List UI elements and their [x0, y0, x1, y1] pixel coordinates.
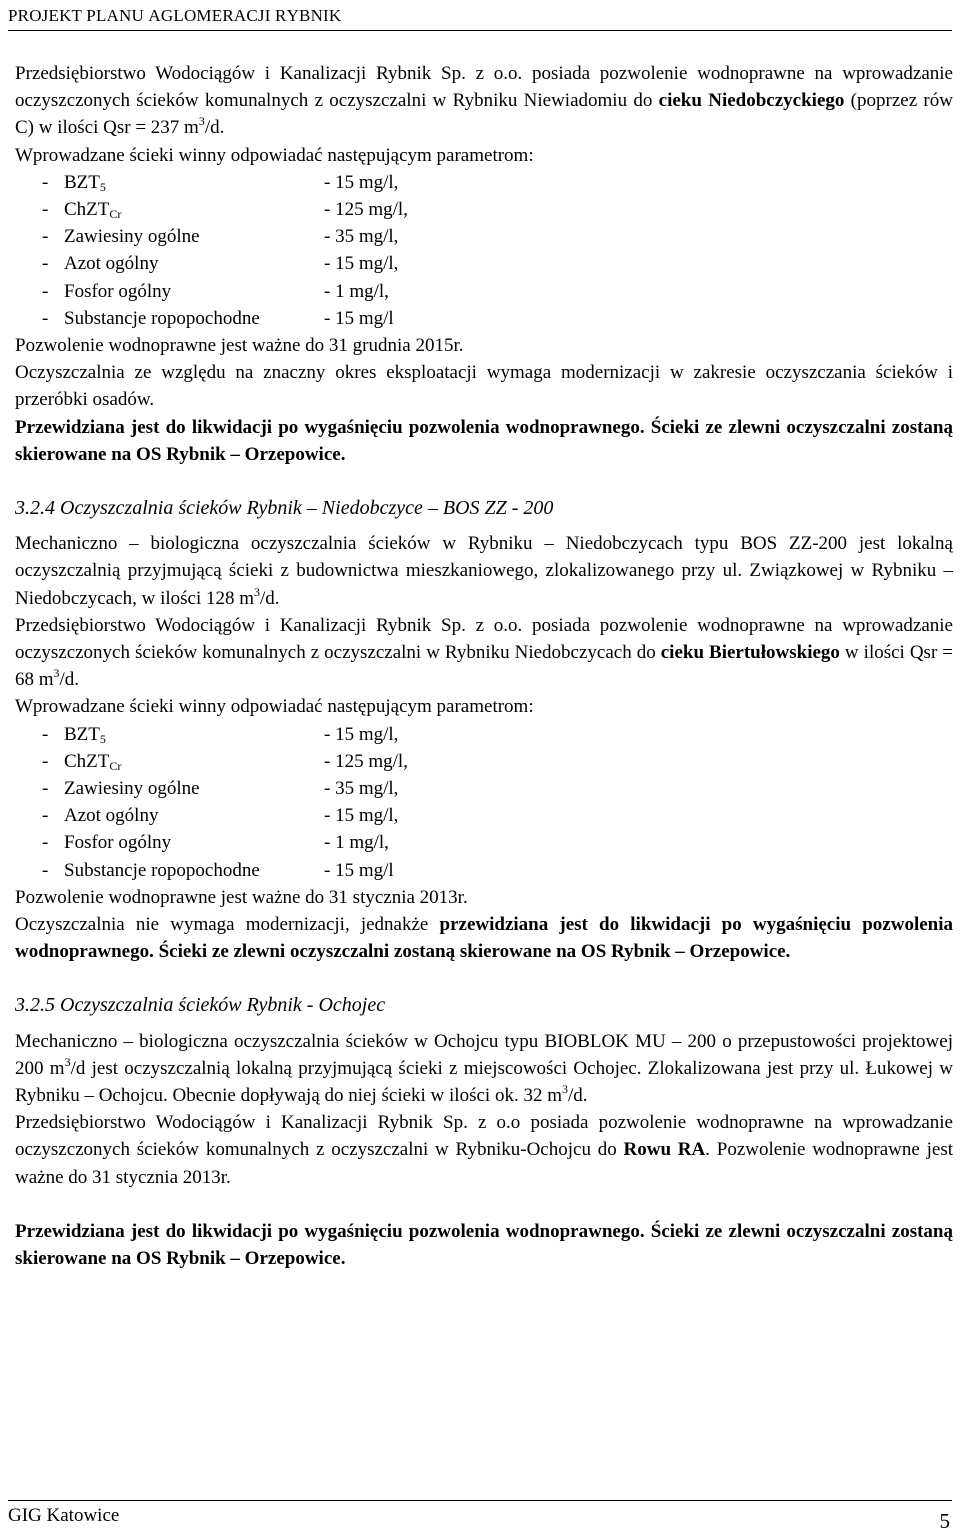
s3-permit-paragraph: Przedsiębiorstwo Wodociągów i Kanalizacji Rybnik Sp. z o.o posiada pozwolenie wodnoprawne na wprowadzanie oczyszczonych ścieków komunalnych z oczyszczalni w Rybniku-Ochojcu do Rowu RA. Pozwolenie wodnoprawne jest ważne do 31 stycznia 2013r.: [15, 1112, 954, 1188]
param-row: - Azot ogólny - 15 mg/l,: [42, 253, 399, 275]
param-row: - Substancje ropopochodne - 15 mg/l: [42, 307, 394, 329]
s1-modernization: Oczyszczalnia ze względu na znaczny okres eksploatacji wymaga modernizacji w zakresie oczyszczania ścieków i przeróbki osadów.: [15, 362, 953, 411]
param-row: - $BZT_5$ - 15 mg/l,: [42, 171, 399, 194]
param-row: - Fosfor ogólny - 1 mg/l,: [42, 832, 389, 854]
document-body: [15, 60, 953, 1272]
s2-param-list: [15, 721, 953, 884]
param-row: - Zawiesiny ogólne - 35 mg/l,: [42, 226, 399, 248]
param-row: - Zawiesiny ogólne - 35 mg/l,: [42, 777, 399, 799]
footer-institution: GIG Katowice: [8, 1505, 120, 1526]
page-footer: [8, 1500, 952, 1534]
page-number: 5: [939, 1509, 950, 1533]
param-row: - ChZT$_{Cr}$ - 125 mg/l,: [42, 199, 408, 221]
s1-param-list: [15, 169, 953, 332]
param-row: - Fosfor ogólny - 1 mg/l,: [42, 280, 389, 302]
s2-closing: Oczyszczalnia nie wymaga modernizacji, jednakże przewidziana jest do likwidacji po wygaśnięciu pozwolenia wodnoprawnego. Ścieki ze zlewni oczyszczalni zostaną skierowane na OS Rybnik – Orzepowice.: [15, 913, 954, 963]
s2-validity: Pozwolenie wodnoprawne jest ważne do 31 stycznia 2013r.: [15, 886, 468, 908]
param-row: - $BZT_5$ - 15 mg/l,: [42, 723, 399, 746]
s3-description: Mechaniczno – biologiczna oczyszczalnia ścieków w Ochojcu typu BIOBLOK MU – 200 o przepustowości projektowej 200 $m^3/d$ jest oczyszczalnią lokalną przyjmującą ścieki z miejscowości Ochojec. Zlokalizowana jest przy ul. Łukowej w Rybniku – Ochojcu. Obecnie dopływają do niej ścieki w ilości ok. 32 $m^3/d$.: [15, 1030, 953, 1106]
s2-description: Mechaniczno – biologiczna oczyszczalnia ścieków w Rybniku – Niedobczycach typu BOS ZZ-200 jest lokalną oczyszczalnią przyjmującą ścieki z budownictwa mieszkaniowego, zlokalizowanego przy ul. Związkowej w Rybniku – Niedobczycach, w ilości 128 $m^3/d$.: [15, 533, 953, 609]
s3-closing: Przewidziana jest do likwidacji po wygaśnięciu pozwolenia wodnoprawnego. Ścieki ze zlewni oczyszczalni zostaną skierowane na OS Rybnik – Orzepowice.: [15, 1220, 953, 1269]
section-heading-3-2-5: 3.2.5 Oczyszczalnia ścieków Rybnik - Ochojec: [15, 994, 386, 1017]
header-title: PROJEKT PLANU AGLOMERACJI RYBNIK: [8, 6, 342, 25]
s1-params-intro: Wprowadzane ścieki winny odpowiadać następującym parametrom:: [15, 144, 534, 166]
s1-validity: Pozwolenie wodnoprawne jest ważne do 31 grudnia 2015r.: [15, 334, 464, 356]
section-heading-3-2-4: 3.2.4 Oczyszczalnia ścieków Rybnik – Niedobczyce – BOS ZZ - 200: [15, 496, 554, 519]
param-row: - ChZT$_{Cr}$ - 125 mg/l,: [42, 750, 408, 773]
s2-params-intro: Wprowadzane ścieki winny odpowiadać następującym parametrom:: [15, 696, 534, 718]
page-header: [8, 6, 952, 31]
param-row: - Substancje ropopochodne - 15 mg/l: [42, 859, 394, 881]
s1-closing: Przewidziana jest do likwidacji po wygaśnięciu pozwolenia wodnoprawnego. Ścieki ze zlewni oczyszczalni zostaną skierowane na OS Rybnik – Orzepowice.: [15, 416, 953, 465]
param-row: - Azot ogólny - 15 mg/l,: [42, 805, 399, 827]
s1-permit-paragraph: Przedsiębiorstwo Wodociągów i Kanalizacji Rybnik Sp. z o.o. posiada pozwolenie wodnoprawne na wprowadzanie oczyszczonych ścieków komunalnych z oczyszczalni w Rybniku Niewiadomiu do cieku Niedobczyckiego (poprzez rów C) w ilości Qsr = 237 $m^3/d$.: [15, 63, 953, 139]
s2-permit-paragraph: Przedsiębiorstwo Wodociągów i Kanalizacji Rybnik Sp. z o.o. posiada pozwolenie wodnoprawne na wprowadzanie oczyszczonych ścieków komunalnych z oczyszczalni w Rybniku Niedobczycach do cieku Biertułowskiego w ilości Qsr = 68 $m^3/d$.: [15, 614, 953, 691]
